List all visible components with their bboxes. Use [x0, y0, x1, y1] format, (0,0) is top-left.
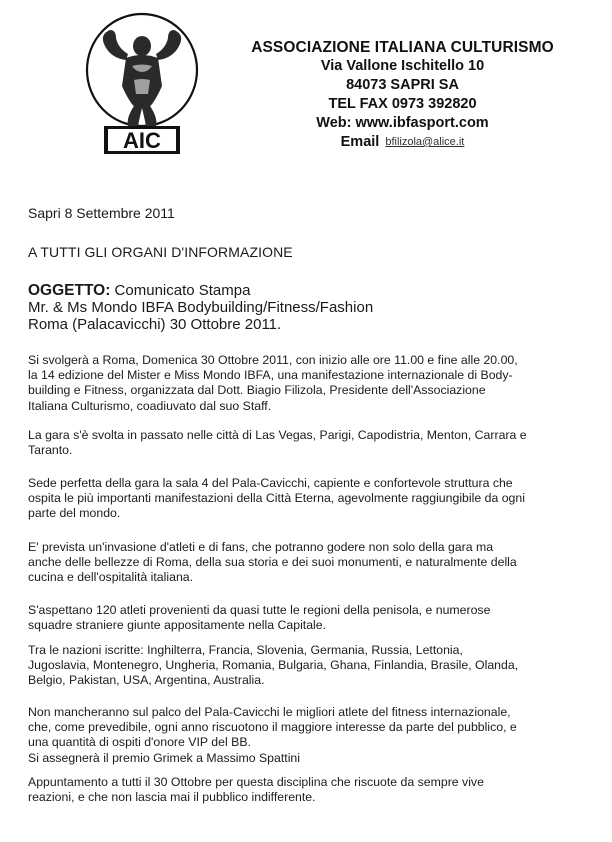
aic-logo [82, 8, 202, 158]
paragraph-3 [28, 476, 598, 522]
text-line: Belgio, Pakistan, USA, Argentina, Australia. [28, 673, 265, 688]
email-link[interactable]: bfilizola@alice.it [385, 136, 465, 148]
email-row [205, 133, 600, 152]
subject-line-3: Roma (Palacavicchi) 30 Ottobre 2011. [28, 316, 282, 333]
text-line: Sede perfetta della gara la sala 4 del Pala-Cavicchi, capiente e confortevole struttura che [28, 476, 513, 490]
subject-label: OGGETTO: [28, 282, 111, 299]
paragraph-4 [28, 540, 598, 586]
subject-block [28, 282, 588, 333]
tel-fax: TEL FAX 0973 392820 [328, 96, 477, 112]
text-line: La gara s'è svolta in passato nelle città di Las Vegas, Parigi, Capodistria, Menton, Carrara e [28, 428, 527, 442]
text-line: reazioni, e che non lascia mai il pubblico indifferente. [28, 790, 316, 805]
text-line: parte del mondo. [28, 506, 121, 521]
subject-text: Comunicato Stampa [110, 282, 251, 299]
letterhead [205, 38, 600, 152]
text-line: cucina e dell'ospitalità italiana. [28, 570, 194, 585]
text-line: building e Fitness, organizzata dal Dott. Biagio Filizola, Presidente dell'Associazione [28, 383, 486, 398]
address-line-2: 84073 SAPRI SA [346, 77, 459, 93]
paragraph-8 [28, 775, 598, 805]
text-line: Taranto. [28, 443, 73, 458]
website: Web: www.ibfasport.com [316, 115, 489, 131]
text-line: anche delle bellezze di Roma, della sua storia e dei suoi monumenti, e naturalmente della [28, 555, 517, 570]
text-line: squadre straniere giunte appositamente nella Capitale. [28, 618, 327, 633]
paragraph-7 [28, 705, 598, 766]
organization-name: ASSOCIAZIONE ITALIANA CULTURISMO [251, 39, 554, 56]
recipient-line: A TUTTI GLI ORGANI D'INFORMAZIONE [28, 244, 293, 260]
text-line: Non mancheranno sul palco del Pala-Cavicchi le migliori atlete del fitness internazionale, [28, 705, 511, 719]
text-line: Appuntamento a tutti il 30 Ottobre per questa disciplina che riscuote da sempre vive [28, 775, 484, 789]
text-line: Si svolgerà a Roma, Domenica 30 Ottobre 2011, con inizio alle ore 11.00 e fine alle 20.00, [28, 353, 518, 367]
text-line: E' prevista un'invasione d'atleti e di fans, che potranno godere non solo della gara ma [28, 540, 494, 554]
address-line-1: Via Vallone Ischitello 10 [320, 58, 485, 74]
text-line: la 14 edizione del Mister e Miss Mondo IBFA, una manifestazione internazionale di Body- [28, 368, 513, 383]
bodybuilder-emblem-icon [82, 8, 202, 158]
text-line: che, come prevedibile, ogni anno riscuotono il maggiore interesse da parte del pubblico, e [28, 720, 517, 735]
text-line: Italiana Culturismo, coadiuvato dal suo Staff. [28, 398, 272, 413]
email-label: Email [340, 134, 380, 150]
letter-date: Sapri 8 Settembre 2011 [28, 205, 175, 221]
subject-line-2: Mr. & Ms Mondo IBFA Bodybuilding/Fitness/Fashion [28, 299, 374, 316]
paragraph-1 [28, 353, 598, 414]
text-line: ospita le più importanti manifestazioni della Città Eterna, agevolmente raggiungibile da ogni [28, 491, 525, 506]
paragraph-6 [28, 643, 598, 689]
text-line: una quantità di ospiti d'onore VIP del BB. [28, 735, 251, 750]
paragraph-2 [28, 428, 598, 458]
text-line: S'aspettano 120 atleti provenienti da quasi tutte le regioni della penisola, e numerose [28, 603, 491, 617]
logo-text: AIC [123, 128, 161, 153]
paragraph-5 [28, 603, 598, 633]
text-line: Jugoslavia, Montenegro, Ungheria, Romania, Bulgaria, Ghana, Finlandia, Brasile, Olanda, [28, 658, 519, 673]
text-line: Si assegnerà il premio Grimek a Massimo Spattini [28, 750, 300, 765]
text-line: Tra le nazioni iscritte: Inghilterra, Francia, Slovenia, Germania, Russia, Lettonia, [28, 643, 463, 657]
subject-line-1 [28, 282, 588, 299]
